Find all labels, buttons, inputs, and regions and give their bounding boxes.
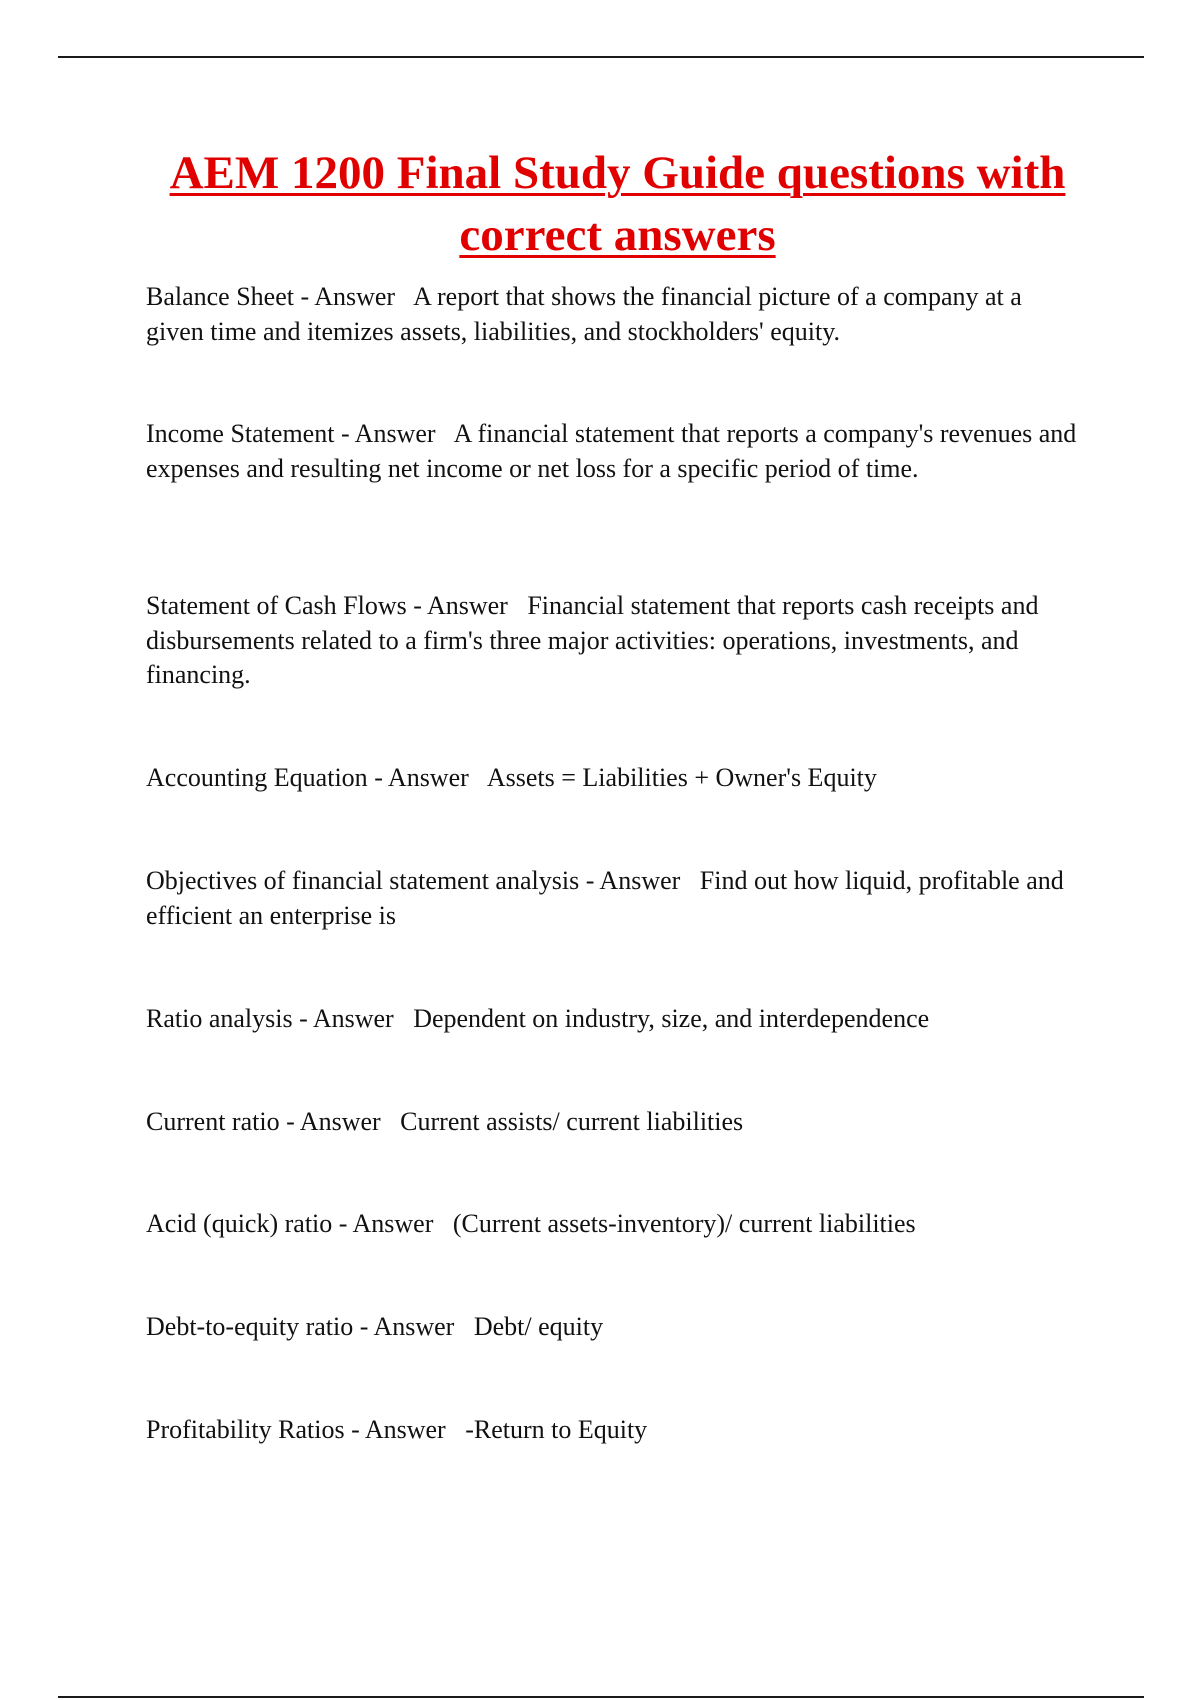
- answer-separator: - Answer: [279, 1107, 401, 1136]
- qa-entry: [146, 1105, 1086, 1140]
- entry-answer: Dependent on industry, size, and interdependence: [413, 1004, 930, 1033]
- qa-entry: [146, 1002, 1086, 1037]
- bottom-rule: [58, 1696, 1144, 1698]
- answer-separator: - Answer: [294, 282, 414, 311]
- entry-answer: Current assists/ current liabilities: [400, 1107, 744, 1136]
- qa-entry: [146, 280, 1086, 349]
- entry-term: Debt-to-equity ratio: [146, 1312, 354, 1341]
- entry-answer: Financial statement that reports cash receipts and disbursements related to a firm's three major activities: operations, investments, and financing.: [146, 591, 1045, 689]
- entry-answer: A report that shows the financial picture of a company at a given time and itemizes assets, liabilities, and stockholders' equity.: [146, 282, 1029, 346]
- qa-entry: [146, 864, 1086, 933]
- page-title: AEM 1200 Final Study Guide questions with correct answers: [169, 147, 1066, 261]
- answer-separator: - Answer: [332, 1209, 453, 1238]
- entry-term: Balance Sheet: [146, 282, 294, 311]
- top-rule: [58, 56, 1144, 58]
- qa-entry: [146, 1310, 1086, 1345]
- entry-term: Profitability Ratios: [146, 1415, 345, 1444]
- entry-term: Income Statement: [146, 419, 335, 448]
- entry-term: Accounting Equation: [146, 763, 368, 792]
- entry-answer: (Current assets-inventory)/ current liabilities: [452, 1209, 916, 1238]
- entry-term: Acid (quick) ratio: [146, 1209, 333, 1238]
- entry-term: Objectives of financial statement analysis: [146, 866, 580, 895]
- entry-answer: Debt/ equity: [473, 1312, 604, 1341]
- answer-separator: - Answer: [406, 591, 528, 620]
- answer-separator: - Answer: [292, 1004, 414, 1033]
- entry-term: Ratio analysis: [146, 1004, 293, 1033]
- entry-answer: Find out how liquid, profitable and efficient an enterprise is: [146, 866, 1071, 930]
- entry-answer: A financial statement that reports a company's revenues and expenses and resulting net income or net loss for a specific period of time.: [146, 419, 1083, 483]
- qa-entry: [146, 589, 1086, 693]
- answer-separator: - Answer: [334, 419, 454, 448]
- entry-term: Statement of Cash Flows: [146, 591, 407, 620]
- qa-entry: [146, 417, 1086, 486]
- entry-answer: Assets = Liabilities + Owner's Equity: [486, 763, 877, 792]
- answer-separator: - Answer: [353, 1312, 474, 1341]
- qa-entry: [146, 1413, 1086, 1448]
- entry-answer: -Return to Equity: [465, 1415, 648, 1444]
- answer-separator: - Answer: [579, 866, 700, 895]
- entry-term: Current ratio: [146, 1107, 280, 1136]
- qa-entry: [146, 1207, 1086, 1242]
- qa-entry: [146, 761, 1086, 796]
- answer-separator: - Answer: [367, 763, 487, 792]
- answer-separator: - Answer: [344, 1415, 466, 1444]
